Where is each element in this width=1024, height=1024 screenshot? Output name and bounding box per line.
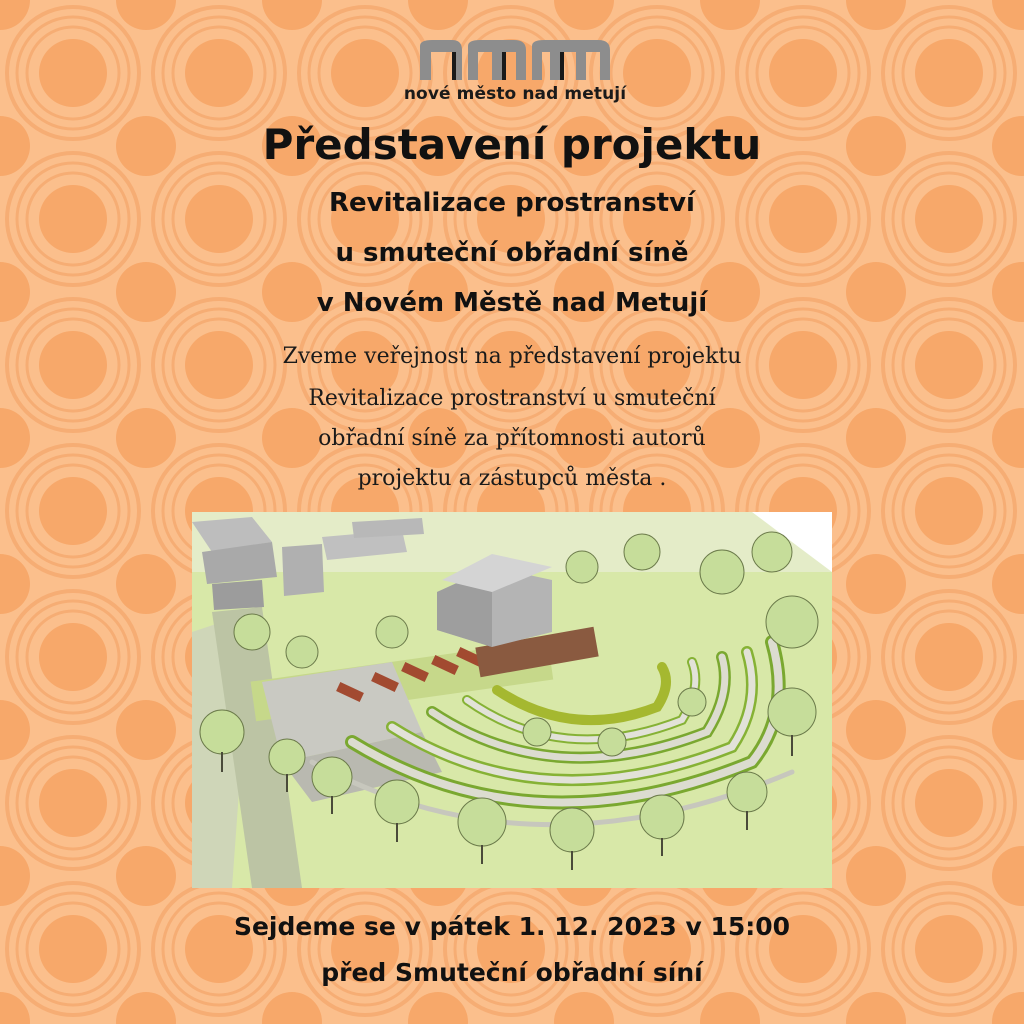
page-title: Představení projektu [262, 120, 762, 169]
description-line-4: projektu a zástupců města . [357, 466, 667, 491]
subtitle-line-3: v Novém Městě nad Metují [316, 288, 708, 318]
subtitle-line-1: Revitalizace prostranství [329, 188, 695, 218]
town-logo [390, 38, 640, 108]
logo-text: nové město nad metují [403, 84, 627, 104]
subtitle-line-2: u smuteční obřadní síně [335, 238, 689, 268]
description-line-2: Revitalizace prostranství u smuteční [308, 386, 716, 411]
logo-mark-icon [418, 38, 612, 82]
meeting-location: před Smuteční obřadní síní [321, 958, 703, 987]
meeting-datetime: Sejdeme se v pátek 1. 12. 2023 v 15:00 [233, 912, 791, 941]
description-line-3: obřadní síně za přítomnosti autorů [318, 426, 706, 451]
description-line-1: Zveme veřejnost na představení projektu [282, 344, 742, 369]
project-render-image [192, 512, 832, 888]
